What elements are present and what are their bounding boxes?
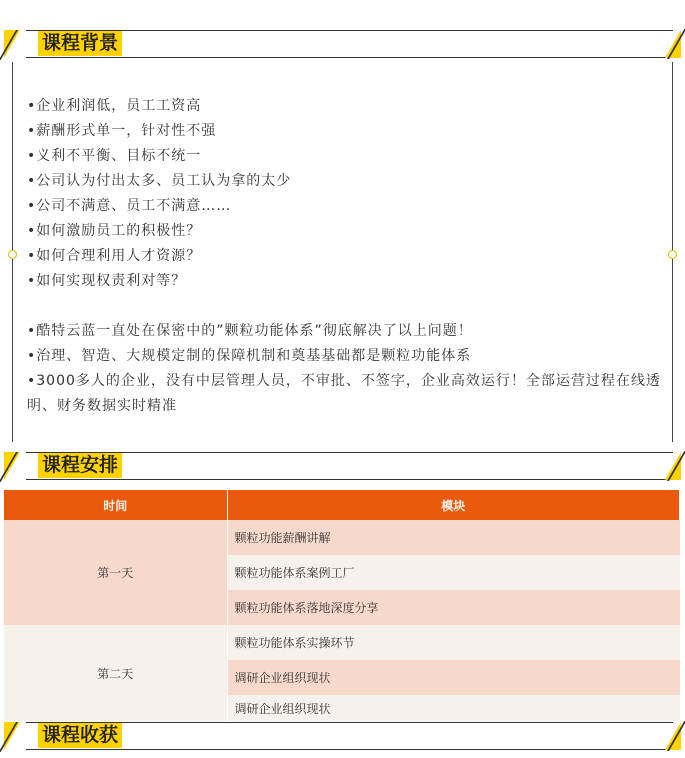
list-item: •治理、智造、大规模定制的保障机制和奠基基础都是颗粒功能体系 — [27, 348, 472, 364]
module-cell: 颗粒功能体系落地深度分享 — [227, 590, 680, 625]
list-item: •薪酬形式单一，针对性不强 — [27, 123, 217, 139]
frame-dot-right — [668, 250, 677, 259]
list-gap — [27, 294, 667, 319]
header-rule — [26, 452, 673, 480]
module-cell: 颗粒功能薪酬讲解 — [227, 520, 680, 555]
table-header-time: 时间 — [4, 490, 227, 520]
day-label: 第一天 — [4, 520, 227, 625]
module-cell: 调研企业组织现状 — [227, 660, 680, 695]
section-title: 课程收获 — [38, 723, 122, 748]
module-cell: 颗粒功能体系实操环节 — [227, 625, 680, 660]
list-item: •如何合理利用人才资源？ — [27, 248, 202, 264]
section-header-outcomes — [4, 722, 681, 750]
header-tab-right — [665, 722, 681, 750]
schedule-table — [4, 490, 680, 721]
frame-dot-left — [8, 250, 17, 259]
list-item: •企业利润低，员工工资高 — [27, 98, 202, 114]
section-header-background — [4, 30, 681, 58]
header-tab-right — [665, 452, 681, 480]
background-list — [27, 94, 667, 419]
section-header-schedule — [4, 452, 681, 480]
list-item: •如何实现权责利对等？ — [27, 273, 187, 289]
header-tab-right — [665, 30, 681, 58]
list-item: •酷特云蓝一直处在保密中的”颗粒功能体系”彻底解决了以上问题！ — [27, 323, 473, 339]
section-title: 课程背景 — [38, 31, 122, 56]
section-title: 课程安排 — [38, 453, 122, 478]
table-row — [4, 625, 680, 660]
table-header-row — [4, 490, 680, 520]
list-item: •3000多人的企业，没有中层管理人员，不审批、不签字，企业高效运行！全部运营过程在线透明、财务数据实时精准 — [27, 373, 661, 414]
list-item: •公司认为付出太多、员工认为拿的太少 — [27, 173, 292, 189]
list-item: •公司不满意、员工不满意…… — [27, 198, 232, 214]
day-label: 第二天 — [4, 625, 227, 721]
list-item: •义利不平衡、目标不统一 — [27, 148, 202, 164]
header-rule — [26, 30, 673, 58]
table-header-module: 模块 — [227, 490, 680, 520]
header-rule — [26, 722, 673, 750]
module-cell: 颗粒功能体系案例工厂 — [227, 555, 680, 590]
list-item: •如何激励员工的积极性？ — [27, 223, 202, 239]
module-cell: 调研企业组织现状 — [227, 695, 680, 721]
table-row — [4, 520, 680, 555]
